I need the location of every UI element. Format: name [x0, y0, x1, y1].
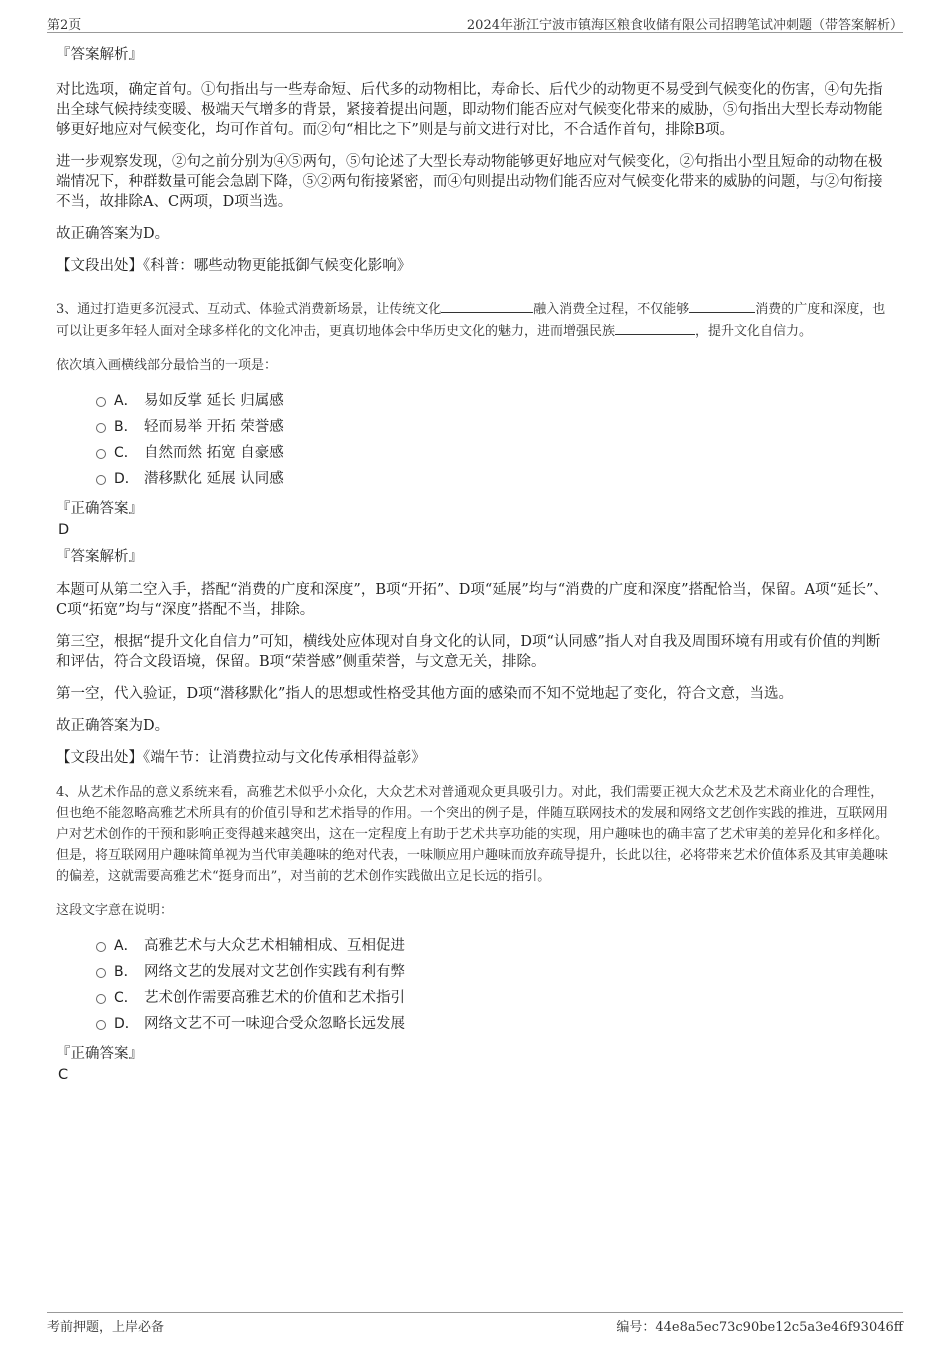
- q3-analysis-paragraph: 第三空，根据“提升文化自信力”可知，横线处应体现对自身文化的认同，D项“认同感”指人对自我及周围环境有用或有价值的判断和评估，符合文段语境，保留。B项“荣誉感”侧重荣誉，与文意无关，排除。: [56, 634, 881, 670]
- radio-icon[interactable]: [96, 942, 106, 952]
- q3-option-c[interactable]: [96, 440, 894, 466]
- q2-analysis-paragraph: 对比选项，确定首句。①句指出与一些寿命短、后代多的动物相比，寿命长、后代少的动物更不易受到气候变化的伤害，④句先指出全球气候持续变暖、极端天气增多的背景，紧接着提出问题，即动物们能否应对气候变化带来的威胁，⑤句指出大型长寿动物能够更好地应对气候变化，均可作首句。而②句“相比之下”则是与前文进行对比，不合适作首句，排除B项。: [56, 82, 883, 138]
- option-letter: B．: [114, 419, 138, 435]
- q3-stem-part: 消费的广度和深度，也可以让更多年轻人面对全球多样化的文化冲击，更真切地体会中华历史文化的魅力，进而增强民族: [56, 302, 886, 339]
- option-text: 轻而易举 开拓 荣誉感: [144, 419, 284, 435]
- radio-icon[interactable]: [96, 475, 106, 485]
- option-letter: A．: [114, 938, 138, 954]
- q4-options: [96, 933, 894, 1037]
- q3-stem-part: 3、通过打造更多沉浸式、互动式、体验式消费新场景，让传统文化: [56, 302, 442, 317]
- q3-blank-1: [441, 298, 533, 313]
- q4-answer-label: 『正确答案』: [56, 1046, 143, 1062]
- footer-slogan: 考前押题，上岸必备: [47, 1320, 165, 1335]
- radio-icon[interactable]: [96, 423, 106, 433]
- q3-options: [96, 388, 894, 492]
- page-footer: [47, 1312, 903, 1336]
- q4-stem: 4、从艺术作品的意义系统来看，高雅艺术似乎小众化，大众艺术对普通观众更具吸引力。对此，我们需要正视大众艺术及艺术商业化的合理性，但也绝不能忽略高雅艺术所具有的价值引导和艺术指导的作用。一个突出的例子是，伴随互联网技术的发展和网络文艺创作实践的推进，互联网用户对艺术创作的干预和影响正变得越来越突出，这在一定程度上有助于艺术共享功能的实现，用户趣味也的确丰富了艺术审美的差异化和多样化。但是，将互联网用户趣味简单视为当代审美趣味的绝对代表，一味顺应用户趣味而放弃疏导提升，长此以往，必将带来艺术价值体系及其审美趣味的偏差，这就需要高雅艺术“挺身而出”，对当前的艺术创作实践做出立足长远的指引。: [56, 785, 889, 884]
- option-text: 网络文艺不可一味迎合受众忽略长远发展: [144, 1016, 405, 1032]
- q3-stem: [56, 298, 894, 342]
- q4-option-a[interactable]: [96, 933, 894, 959]
- q3-prompt: 依次填入画横线部分最恰当的一项是：: [56, 358, 278, 373]
- page-number: 第2页: [47, 18, 82, 33]
- option-text: 潜移默化 延展 认同感: [144, 471, 284, 487]
- q2-source: 【文段出处】《科普：哪些动物更能抵御气候变化影响》: [56, 258, 412, 274]
- option-text: 易如反掌 延长 归属感: [144, 393, 284, 409]
- q2-analysis-paragraph: 进一步观察发现，②句之前分别为④⑤两句，⑤句论述了大型长寿动物能够更好地应对气候变化，②句指出小型且短命的动物在极端情况下，种群数量可能会急剧下降，⑤②两句衔接紧密，而④句则提出动物们能否应对气候变化带来的威胁的问题，与②句衔接不当，故排除A、C两项，D项当选。: [56, 154, 883, 210]
- option-text: 高雅艺术与大众艺术相辅相成、互相促进: [144, 938, 405, 954]
- q3-conclusion: 故正确答案为D。: [56, 718, 170, 734]
- q4-option-d[interactable]: [96, 1011, 894, 1037]
- radio-icon[interactable]: [96, 968, 106, 978]
- q2-conclusion: 故正确答案为D。: [56, 226, 170, 242]
- q3-option-d[interactable]: [96, 466, 894, 492]
- q3-option-b[interactable]: [96, 414, 894, 440]
- q3-answer: D: [58, 522, 70, 538]
- option-letter: C．: [114, 990, 138, 1006]
- q3-source: 【文段出处】《端午节：让消费拉动与文化传承相得益彰》: [56, 750, 426, 766]
- q4-option-b[interactable]: [96, 959, 894, 985]
- q3-analysis-paragraph: 第一空，代入验证，D项“潜移默化”指人的思想或性格受其他方面的感染而不知不觉地起了变化，符合文意，当选。: [56, 686, 793, 702]
- option-text: 网络文艺的发展对文艺创作实践有利有弊: [144, 964, 405, 980]
- option-text: 艺术创作需要高雅艺术的价值和艺术指引: [144, 990, 405, 1006]
- q4-answer: C: [58, 1067, 69, 1083]
- q3-blank-2: [689, 298, 755, 313]
- page-header: [47, 12, 903, 33]
- q3-blank-3: [615, 320, 695, 335]
- option-letter: B．: [114, 964, 138, 980]
- option-letter: C．: [114, 445, 138, 461]
- document-title: 2024年浙江宁波市镇海区粮食收储有限公司招聘笔试冲刺题（带答案解析）: [466, 18, 903, 33]
- radio-icon[interactable]: [96, 397, 106, 407]
- radio-icon[interactable]: [96, 449, 106, 459]
- radio-icon[interactable]: [96, 1020, 106, 1030]
- q4-option-c[interactable]: [96, 985, 894, 1011]
- option-letter: D．: [114, 1016, 139, 1032]
- q3-stem-part: ，提升文化自信力。: [695, 324, 813, 339]
- option-letter: A．: [114, 393, 138, 409]
- q3-stem-part: 融入消费全过程，不仅能够: [533, 302, 690, 317]
- option-text: 自然而然 拓宽 自豪感: [144, 445, 284, 461]
- q3-option-a[interactable]: [96, 388, 894, 414]
- q2-analysis-label: 『答案解析』: [56, 47, 143, 63]
- radio-icon[interactable]: [96, 994, 106, 1004]
- document-id: 编号：44e8a5ec73c90be12c5a3e46f93046ff: [616, 1320, 903, 1335]
- q4-prompt: 这段文字意在说明：: [56, 903, 174, 918]
- q3-answer-label: 『正确答案』: [56, 501, 143, 517]
- q3-analysis-paragraph: 本题可从第二空入手，搭配“消费的广度和深度”，B项“开拓”、D项“延展”均与“消费的广度和深度”搭配恰当，保留。A项“延长”、C项“拓宽”均与“深度”搭配不当，排除。: [56, 582, 888, 618]
- q3-analysis-label: 『答案解析』: [56, 549, 143, 565]
- option-letter: D．: [114, 471, 139, 487]
- page-content: [56, 44, 894, 1091]
